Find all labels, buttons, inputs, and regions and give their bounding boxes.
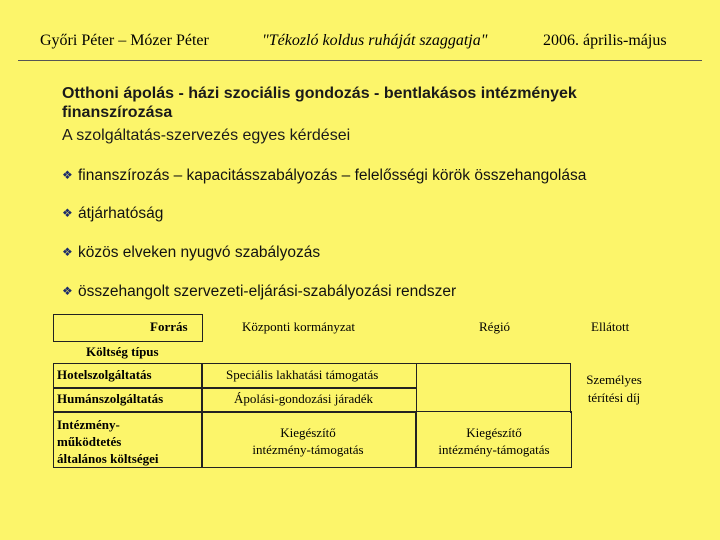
col-header-source: Forrás xyxy=(150,319,188,334)
header-authors: Győri Péter – Mózer Péter xyxy=(40,32,209,49)
diamond-bullet-icon: ❖ xyxy=(62,245,73,259)
central-human-value: Ápolási-gondozási járadék xyxy=(234,391,373,406)
header-book-title: "Tékozló koldus ruháját szaggatja" xyxy=(262,32,488,49)
diamond-bullet-icon: ❖ xyxy=(62,284,73,298)
bullet-text: összehangolt szervezeti-eljárási-szabályozási rendszer xyxy=(78,283,457,300)
diamond-bullet-icon: ❖ xyxy=(62,206,73,220)
bullet-text: finanszírozás – kapacitásszabályozás – felelősségi körök összehangolása xyxy=(78,167,587,184)
bullet-item xyxy=(62,283,456,301)
beneficiary-left-edge xyxy=(570,363,571,413)
row-label-human: Humánszolgáltatás xyxy=(57,391,164,406)
col-header-beneficiary: Ellátott xyxy=(591,319,630,334)
bullet-text: átjárhatóság xyxy=(78,205,164,222)
bullet-text: közös elveken nyugvó szabályozás xyxy=(78,244,321,261)
slide-subtitle: A szolgáltatás-szervezés egyes kérdései xyxy=(62,127,351,144)
col-header-central: Központi kormányzat xyxy=(242,319,355,334)
central-hotel-value: Speciális lakhatási támogatás xyxy=(226,367,379,382)
col-header-region: Régió xyxy=(479,319,511,334)
slide-title: Otthoni ápolás - házi szociális gondozás - bentlakásos intézmények finanszírozása xyxy=(62,85,577,121)
row-label-hotel: Hotelszolgáltatás xyxy=(57,367,152,382)
header-date: 2006. április-május xyxy=(543,32,667,49)
header-divider xyxy=(18,60,702,61)
bullet-item xyxy=(62,244,320,262)
row-header-cost-type: Költség típus xyxy=(86,344,159,359)
region-institution-value: Kiegészítő intézmény-támogatás xyxy=(438,425,550,457)
beneficiary-value: Személyes térítési díj xyxy=(586,372,642,405)
region-top-edge xyxy=(415,363,571,388)
row-label-institution: Intézmény- működtetés általános költségei xyxy=(57,417,159,466)
bullet-item xyxy=(62,205,163,223)
bullet-item xyxy=(62,167,586,185)
central-institution-value: Kiegészítő intézmény-támogatás xyxy=(252,425,364,457)
diamond-bullet-icon: ❖ xyxy=(62,168,73,182)
